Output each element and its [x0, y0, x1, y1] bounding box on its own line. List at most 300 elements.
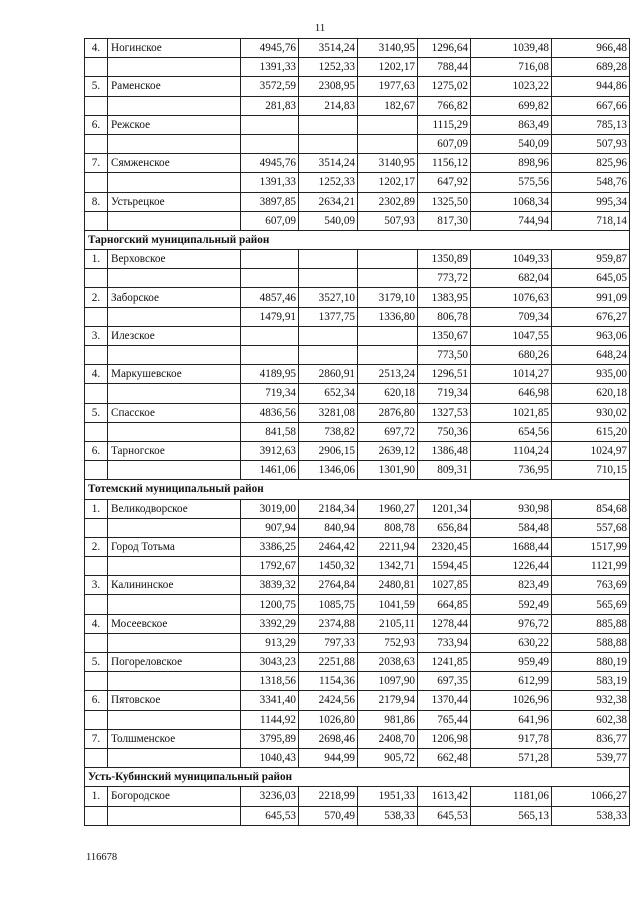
value-cell: 736,95 — [471, 461, 552, 480]
row-number — [85, 211, 108, 230]
table-row — [85, 346, 630, 365]
value-cell: 4857,46 — [241, 288, 299, 307]
value-cell — [358, 250, 418, 269]
table-row — [85, 115, 630, 134]
table-row — [85, 39, 630, 58]
value-cell: 2218,99 — [299, 787, 358, 806]
value-cell: 697,72 — [358, 422, 418, 441]
district-header-row — [85, 768, 630, 787]
settlement-name — [108, 346, 241, 365]
value-cell: 682,04 — [471, 269, 552, 288]
value-cell: 214,83 — [299, 96, 358, 115]
value-cell: 1252,33 — [299, 58, 358, 77]
settlement-name: Устьрецкое — [108, 192, 241, 211]
value-cell: 540,09 — [471, 134, 552, 153]
value-cell: 3179,10 — [358, 288, 418, 307]
value-cell — [241, 269, 299, 288]
value-cell: 1951,33 — [358, 787, 418, 806]
row-number: 6. — [85, 115, 108, 134]
row-number: 3. — [85, 576, 108, 595]
table-row — [85, 96, 630, 115]
value-cell: 825,96 — [552, 154, 630, 173]
settlement-name: Погореловское — [108, 653, 241, 672]
row-number — [85, 173, 108, 192]
settlement-name: Заборское — [108, 288, 241, 307]
value-cell: 557,68 — [552, 518, 630, 537]
value-cell: 1200,75 — [241, 595, 299, 614]
settlement-name — [108, 806, 241, 825]
settlement-name: Мосеевское — [108, 614, 241, 633]
value-cell: 718,14 — [552, 211, 630, 230]
value-cell: 963,06 — [552, 326, 630, 345]
value-cell: 2179,94 — [358, 691, 418, 710]
value-cell: 976,72 — [471, 614, 552, 633]
settlement-name: Калининское — [108, 576, 241, 595]
table-row — [85, 441, 630, 460]
value-cell: 3140,95 — [358, 39, 418, 58]
value-cell: 647,92 — [418, 173, 471, 192]
value-cell: 3043,23 — [241, 653, 299, 672]
value-cell: 995,34 — [552, 192, 630, 211]
table-row — [85, 518, 630, 537]
table-row — [85, 365, 630, 384]
value-cell: 930,02 — [552, 403, 630, 422]
value-cell: 1085,75 — [299, 595, 358, 614]
value-cell: 1342,71 — [358, 557, 418, 576]
value-cell: 1275,02 — [418, 77, 471, 96]
tariff-table — [84, 38, 630, 826]
value-cell: 641,96 — [471, 710, 552, 729]
value-cell: 1613,42 — [418, 787, 471, 806]
value-cell: 1688,44 — [471, 537, 552, 556]
settlement-name — [108, 518, 241, 537]
value-cell — [358, 115, 418, 134]
value-cell — [299, 115, 358, 134]
table-row — [85, 192, 630, 211]
settlement-name: Маркушевское — [108, 365, 241, 384]
value-cell: 2639,12 — [358, 441, 418, 460]
value-cell: 592,49 — [471, 595, 552, 614]
value-cell — [299, 250, 358, 269]
value-cell: 667,66 — [552, 96, 630, 115]
row-number — [85, 134, 108, 153]
value-cell: 182,67 — [358, 96, 418, 115]
table-row — [85, 672, 630, 691]
value-cell: 1049,33 — [471, 250, 552, 269]
value-cell: 2408,70 — [358, 729, 418, 748]
value-cell: 744,94 — [471, 211, 552, 230]
value-cell: 1252,33 — [299, 173, 358, 192]
value-cell — [241, 346, 299, 365]
value-cell: 3514,24 — [299, 154, 358, 173]
value-cell: 1391,33 — [241, 58, 299, 77]
settlement-name: Верховское — [108, 250, 241, 269]
settlement-name — [108, 211, 241, 230]
value-cell: 1023,22 — [471, 77, 552, 96]
value-cell: 652,34 — [299, 384, 358, 403]
value-cell: 588,88 — [552, 633, 630, 652]
row-number: 2. — [85, 537, 108, 556]
value-cell: 1040,43 — [241, 748, 299, 767]
value-cell: 281,83 — [241, 96, 299, 115]
settlement-name — [108, 672, 241, 691]
value-cell: 944,99 — [299, 748, 358, 767]
value-cell: 1318,56 — [241, 672, 299, 691]
value-cell: 612,99 — [471, 672, 552, 691]
value-cell: 648,24 — [552, 346, 630, 365]
value-cell: 1391,33 — [241, 173, 299, 192]
table-row — [85, 729, 630, 748]
value-cell: 3527,10 — [299, 288, 358, 307]
settlement-name — [108, 173, 241, 192]
settlement-name — [108, 595, 241, 614]
row-number — [85, 422, 108, 441]
row-number — [85, 58, 108, 77]
table-row — [85, 557, 630, 576]
table-row — [85, 173, 630, 192]
value-cell: 4945,76 — [241, 39, 299, 58]
value-cell: 1977,63 — [358, 77, 418, 96]
tariff-table-body — [85, 39, 630, 826]
value-cell: 3341,40 — [241, 691, 299, 710]
table-row — [85, 537, 630, 556]
table-row — [85, 58, 630, 77]
value-cell: 2876,80 — [358, 403, 418, 422]
value-cell: 1021,85 — [471, 403, 552, 422]
value-cell — [241, 326, 299, 345]
value-cell: 565,69 — [552, 595, 630, 614]
value-cell: 1450,32 — [299, 557, 358, 576]
settlement-name — [108, 58, 241, 77]
settlement-name — [108, 422, 241, 441]
value-cell: 570,49 — [299, 806, 358, 825]
value-cell: 885,88 — [552, 614, 630, 633]
value-cell: 823,49 — [471, 576, 552, 595]
value-cell: 840,94 — [299, 518, 358, 537]
table-row — [85, 134, 630, 153]
table-row — [85, 787, 630, 806]
table-row — [85, 806, 630, 825]
value-cell: 932,38 — [552, 691, 630, 710]
value-cell: 1296,64 — [418, 39, 471, 58]
value-cell: 1301,90 — [358, 461, 418, 480]
table-row — [85, 250, 630, 269]
row-number: 5. — [85, 403, 108, 422]
row-number — [85, 633, 108, 652]
value-cell: 1461,06 — [241, 461, 299, 480]
value-cell: 966,48 — [552, 39, 630, 58]
row-number: 1. — [85, 250, 108, 269]
value-cell: 1202,17 — [358, 58, 418, 77]
value-cell: 1039,48 — [471, 39, 552, 58]
settlement-name: Илезское — [108, 326, 241, 345]
value-cell: 1327,53 — [418, 403, 471, 422]
row-number: 2. — [85, 288, 108, 307]
row-number: 7. — [85, 154, 108, 173]
value-cell: 1206,98 — [418, 729, 471, 748]
document-id: 116678 — [86, 852, 118, 863]
value-cell: 797,33 — [299, 633, 358, 652]
settlement-name — [108, 384, 241, 403]
value-cell: 656,84 — [418, 518, 471, 537]
value-cell: 1377,75 — [299, 307, 358, 326]
value-cell: 719,34 — [241, 384, 299, 403]
value-cell: 1014,27 — [471, 365, 552, 384]
settlement-name: Раменское — [108, 77, 241, 96]
value-cell — [358, 134, 418, 153]
value-cell: 2906,15 — [299, 441, 358, 460]
value-cell: 538,33 — [358, 806, 418, 825]
row-number: 4. — [85, 39, 108, 58]
table-row — [85, 614, 630, 633]
value-cell: 709,34 — [471, 307, 552, 326]
value-cell: 607,09 — [241, 211, 299, 230]
value-cell: 3392,29 — [241, 614, 299, 633]
value-cell: 3572,59 — [241, 77, 299, 96]
table-row — [85, 461, 630, 480]
value-cell: 630,22 — [471, 633, 552, 652]
settlement-name: Сямженское — [108, 154, 241, 173]
value-cell: 1336,80 — [358, 307, 418, 326]
value-cell: 3839,32 — [241, 576, 299, 595]
settlement-name: Ногинское — [108, 39, 241, 58]
value-cell: 583,19 — [552, 672, 630, 691]
value-cell: 773,72 — [418, 269, 471, 288]
settlement-name — [108, 710, 241, 729]
value-cell: 2302,89 — [358, 192, 418, 211]
value-cell — [299, 269, 358, 288]
value-cell: 1121,99 — [552, 557, 630, 576]
value-cell: 664,85 — [418, 595, 471, 614]
value-cell: 752,93 — [358, 633, 418, 652]
settlement-name — [108, 96, 241, 115]
value-cell: 1346,06 — [299, 461, 358, 480]
table-row — [85, 595, 630, 614]
value-cell: 645,53 — [418, 806, 471, 825]
value-cell: 898,96 — [471, 154, 552, 173]
value-cell: 1027,85 — [418, 576, 471, 595]
value-cell: 905,72 — [358, 748, 418, 767]
value-cell: 699,82 — [471, 96, 552, 115]
value-cell: 3795,89 — [241, 729, 299, 748]
row-number — [85, 595, 108, 614]
table-row — [85, 653, 630, 672]
value-cell: 662,48 — [418, 748, 471, 767]
settlement-name: Пятовское — [108, 691, 241, 710]
value-cell: 765,44 — [418, 710, 471, 729]
value-cell: 1792,67 — [241, 557, 299, 576]
value-cell: 1517,99 — [552, 537, 630, 556]
value-cell: 788,44 — [418, 58, 471, 77]
value-cell: 3386,25 — [241, 537, 299, 556]
value-cell: 565,13 — [471, 806, 552, 825]
row-number — [85, 346, 108, 365]
settlement-name — [108, 633, 241, 652]
settlement-name — [108, 557, 241, 576]
page-number: 11 — [314, 22, 326, 34]
row-number — [85, 748, 108, 767]
value-cell: 2464,42 — [299, 537, 358, 556]
value-cell: 538,33 — [552, 806, 630, 825]
row-number: 3. — [85, 326, 108, 345]
row-number — [85, 269, 108, 288]
row-number: 1. — [85, 787, 108, 806]
value-cell: 1047,55 — [471, 326, 552, 345]
row-number — [85, 806, 108, 825]
table-row — [85, 576, 630, 595]
value-cell: 836,77 — [552, 729, 630, 748]
value-cell: 507,93 — [358, 211, 418, 230]
value-cell: 645,05 — [552, 269, 630, 288]
settlement-name: Режское — [108, 115, 241, 134]
value-cell: 1041,59 — [358, 595, 418, 614]
district-title: Тотемский муниципальный район — [85, 480, 630, 499]
row-number — [85, 710, 108, 729]
value-cell: 680,26 — [471, 346, 552, 365]
value-cell: 1202,17 — [358, 173, 418, 192]
value-cell: 1386,48 — [418, 441, 471, 460]
row-number: 5. — [85, 77, 108, 96]
value-cell: 1241,85 — [418, 653, 471, 672]
table-row — [85, 384, 630, 403]
value-cell: 959,87 — [552, 250, 630, 269]
settlement-name: Богородское — [108, 787, 241, 806]
value-cell: 733,94 — [418, 633, 471, 652]
table-row — [85, 326, 630, 345]
value-cell: 697,35 — [418, 672, 471, 691]
value-cell: 4836,56 — [241, 403, 299, 422]
value-cell: 3281,08 — [299, 403, 358, 422]
value-cell: 2513,24 — [358, 365, 418, 384]
value-cell: 710,15 — [552, 461, 630, 480]
value-cell: 913,29 — [241, 633, 299, 652]
value-cell: 719,34 — [418, 384, 471, 403]
value-cell: 540,09 — [299, 211, 358, 230]
value-cell: 944,86 — [552, 77, 630, 96]
table-row — [85, 269, 630, 288]
value-cell: 539,77 — [552, 748, 630, 767]
value-cell: 2184,34 — [299, 499, 358, 518]
value-cell: 575,56 — [471, 173, 552, 192]
row-number — [85, 518, 108, 537]
row-number — [85, 461, 108, 480]
value-cell: 2698,46 — [299, 729, 358, 748]
row-number — [85, 672, 108, 691]
value-cell — [358, 326, 418, 345]
value-cell: 2480,81 — [358, 576, 418, 595]
value-cell: 1201,34 — [418, 499, 471, 518]
value-cell: 1226,44 — [471, 557, 552, 576]
value-cell: 607,09 — [418, 134, 471, 153]
table-row — [85, 710, 630, 729]
row-number: 4. — [85, 614, 108, 633]
value-cell: 716,08 — [471, 58, 552, 77]
value-cell: 2105,11 — [358, 614, 418, 633]
value-cell: 841,58 — [241, 422, 299, 441]
district-header-row — [85, 480, 630, 499]
table-row — [85, 307, 630, 326]
value-cell: 773,50 — [418, 346, 471, 365]
value-cell: 1068,34 — [471, 192, 552, 211]
value-cell — [358, 269, 418, 288]
table-row — [85, 77, 630, 96]
value-cell: 930,98 — [471, 499, 552, 518]
value-cell: 2424,56 — [299, 691, 358, 710]
table-row — [85, 154, 630, 173]
value-cell: 2764,84 — [299, 576, 358, 595]
value-cell — [299, 134, 358, 153]
value-cell: 615,20 — [552, 422, 630, 441]
value-cell: 1594,45 — [418, 557, 471, 576]
value-cell: 645,53 — [241, 806, 299, 825]
settlement-name: Толшменское — [108, 729, 241, 748]
settlement-name — [108, 134, 241, 153]
row-number — [85, 384, 108, 403]
value-cell: 1154,36 — [299, 672, 358, 691]
value-cell: 2860,91 — [299, 365, 358, 384]
row-number: 6. — [85, 441, 108, 460]
value-cell: 3140,95 — [358, 154, 418, 173]
district-title: Тарногский муниципальный район — [85, 230, 630, 249]
district-title: Усть-Кубинский муниципальный район — [85, 768, 630, 787]
value-cell: 548,76 — [552, 173, 630, 192]
value-cell: 2374,88 — [299, 614, 358, 633]
value-cell: 2211,94 — [358, 537, 418, 556]
table-row — [85, 422, 630, 441]
row-number: 8. — [85, 192, 108, 211]
value-cell — [241, 134, 299, 153]
value-cell — [299, 346, 358, 365]
value-cell: 2634,21 — [299, 192, 358, 211]
row-number: 5. — [85, 653, 108, 672]
value-cell — [358, 346, 418, 365]
table-row — [85, 499, 630, 518]
value-cell: 1350,67 — [418, 326, 471, 345]
value-cell: 654,56 — [471, 422, 552, 441]
value-cell: 785,13 — [552, 115, 630, 134]
value-cell: 1115,29 — [418, 115, 471, 134]
value-cell: 620,18 — [552, 384, 630, 403]
row-number: 6. — [85, 691, 108, 710]
value-cell: 1296,51 — [418, 365, 471, 384]
value-cell: 689,28 — [552, 58, 630, 77]
value-cell: 1383,95 — [418, 288, 471, 307]
settlement-name: Спасское — [108, 403, 241, 422]
value-cell: 806,78 — [418, 307, 471, 326]
value-cell: 750,36 — [418, 422, 471, 441]
value-cell: 809,31 — [418, 461, 471, 480]
value-cell: 584,48 — [471, 518, 552, 537]
value-cell: 1156,12 — [418, 154, 471, 173]
value-cell: 959,49 — [471, 653, 552, 672]
value-cell: 1144,92 — [241, 710, 299, 729]
table-row — [85, 403, 630, 422]
value-cell: 1960,27 — [358, 499, 418, 518]
value-cell: 1097,90 — [358, 672, 418, 691]
value-cell: 1024,97 — [552, 441, 630, 460]
value-cell: 1181,06 — [471, 787, 552, 806]
value-cell: 854,68 — [552, 499, 630, 518]
table-row — [85, 288, 630, 307]
value-cell: 3897,85 — [241, 192, 299, 211]
district-header-row — [85, 230, 630, 249]
value-cell: 917,78 — [471, 729, 552, 748]
value-cell: 4945,76 — [241, 154, 299, 173]
value-cell: 817,30 — [418, 211, 471, 230]
value-cell: 676,27 — [552, 307, 630, 326]
value-cell — [241, 250, 299, 269]
row-number: 7. — [85, 729, 108, 748]
